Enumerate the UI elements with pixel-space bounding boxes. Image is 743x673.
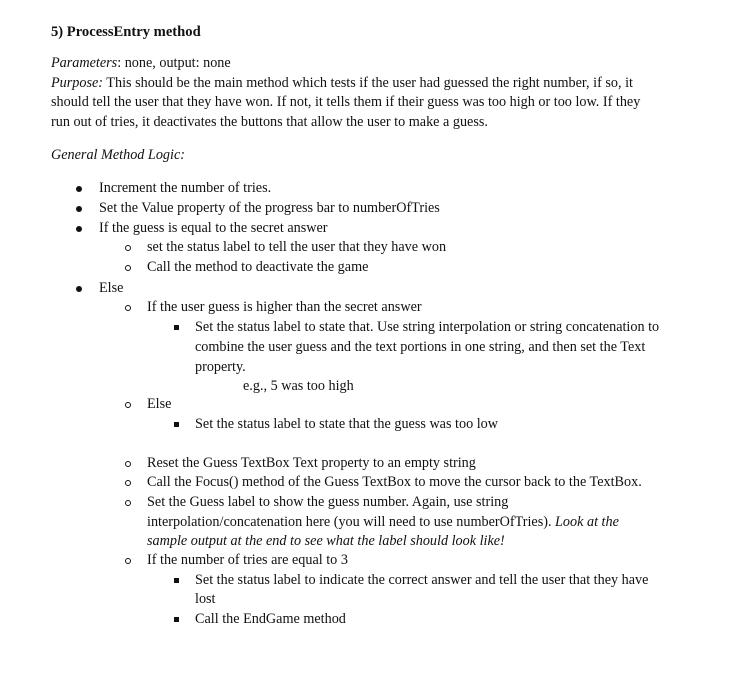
bullet-square-icon — [174, 422, 179, 427]
parameters-text: : none, output: none — [117, 55, 231, 71]
list-item-italic-text: Look at the — [555, 514, 619, 530]
list-item-line: Set the status label to state that. Use string interpolation or string concatenation to — [195, 319, 660, 335]
list-item: Else — [147, 396, 172, 412]
list-item: Call the Focus() method of the Guess TextBox to move the cursor back to the TextBox. — [147, 474, 642, 490]
list-item-line: lost — [195, 591, 216, 607]
list-item: Else — [99, 280, 124, 296]
bullet-circle-icon — [125, 500, 131, 506]
parameters-line — [51, 54, 691, 74]
list-item: If the user guess is higher than the secret answer — [147, 299, 422, 315]
example-text: e.g., 5 was too high — [243, 378, 354, 394]
bullet-circle-icon — [125, 245, 131, 251]
bullet-square-icon — [174, 617, 179, 622]
list-item-text: interpolation/concatenation here (you will need to use numberOfTries). — [147, 514, 556, 530]
list-item-line: property. — [195, 359, 246, 375]
bullet-circle-icon — [125, 461, 131, 467]
section-heading: 5) ProcessEntry method — [51, 24, 201, 40]
list-item: Increment the number of tries. — [99, 180, 272, 196]
purpose-line-1 — [51, 74, 691, 94]
list-item: If the number of tries are equal to 3 — [147, 552, 348, 568]
list-item-line — [147, 513, 619, 533]
list-item: If the guess is equal to the secret answer — [99, 220, 328, 236]
bullet-circle-icon — [125, 558, 131, 564]
list-item-line: Set the Guess label to show the guess number. Again, use string — [147, 494, 509, 510]
logic-title: General Method Logic: — [51, 147, 185, 163]
bullet-circle-icon — [125, 480, 131, 486]
purpose-text-1: This should be the main method which tests if the user had guessed the right number, if so, it — [103, 74, 633, 91]
bullet-circle-icon — [125, 402, 131, 408]
bullet-square-icon — [174, 325, 179, 330]
list-item: Call the EndGame method — [195, 611, 346, 627]
list-item: Reset the Guess TextBox Text property to an empty string — [147, 455, 476, 471]
purpose-line-3: run out of tries, it deactivates the buttons that allow the user to make a guess. — [51, 113, 488, 130]
list-item: Call the method to deactivate the game — [147, 259, 369, 275]
bullet-circle-icon — [125, 265, 131, 271]
list-item: set the status label to tell the user that they have won — [147, 239, 447, 255]
bullet-dot-icon — [76, 226, 82, 232]
bullet-dot-icon — [76, 286, 82, 292]
list-item-line: combine the user guess and the text portions in one string, and then set the Text — [195, 339, 646, 355]
bullet-dot-icon — [76, 206, 82, 212]
method-description — [51, 54, 691, 132]
bullet-square-icon — [174, 578, 179, 583]
list-item: Set the Value property of the progress bar to numberOfTries — [99, 200, 440, 216]
bullet-circle-icon — [125, 305, 131, 311]
list-item-line: sample output at the end to see what the label should look like! — [147, 533, 505, 549]
bullet-dot-icon — [76, 186, 82, 192]
list-item-line: Set the status label to indicate the correct answer and tell the user that they have — [195, 572, 649, 588]
list-item: Set the status label to state that the guess was too low — [195, 416, 499, 432]
purpose-line-2: should tell the user that they have won. If not, it tells them if their guess was too high or too low. If they — [51, 94, 641, 111]
parameters-label: Parameters — [51, 55, 118, 71]
purpose-label: Purpose: — [51, 74, 104, 91]
